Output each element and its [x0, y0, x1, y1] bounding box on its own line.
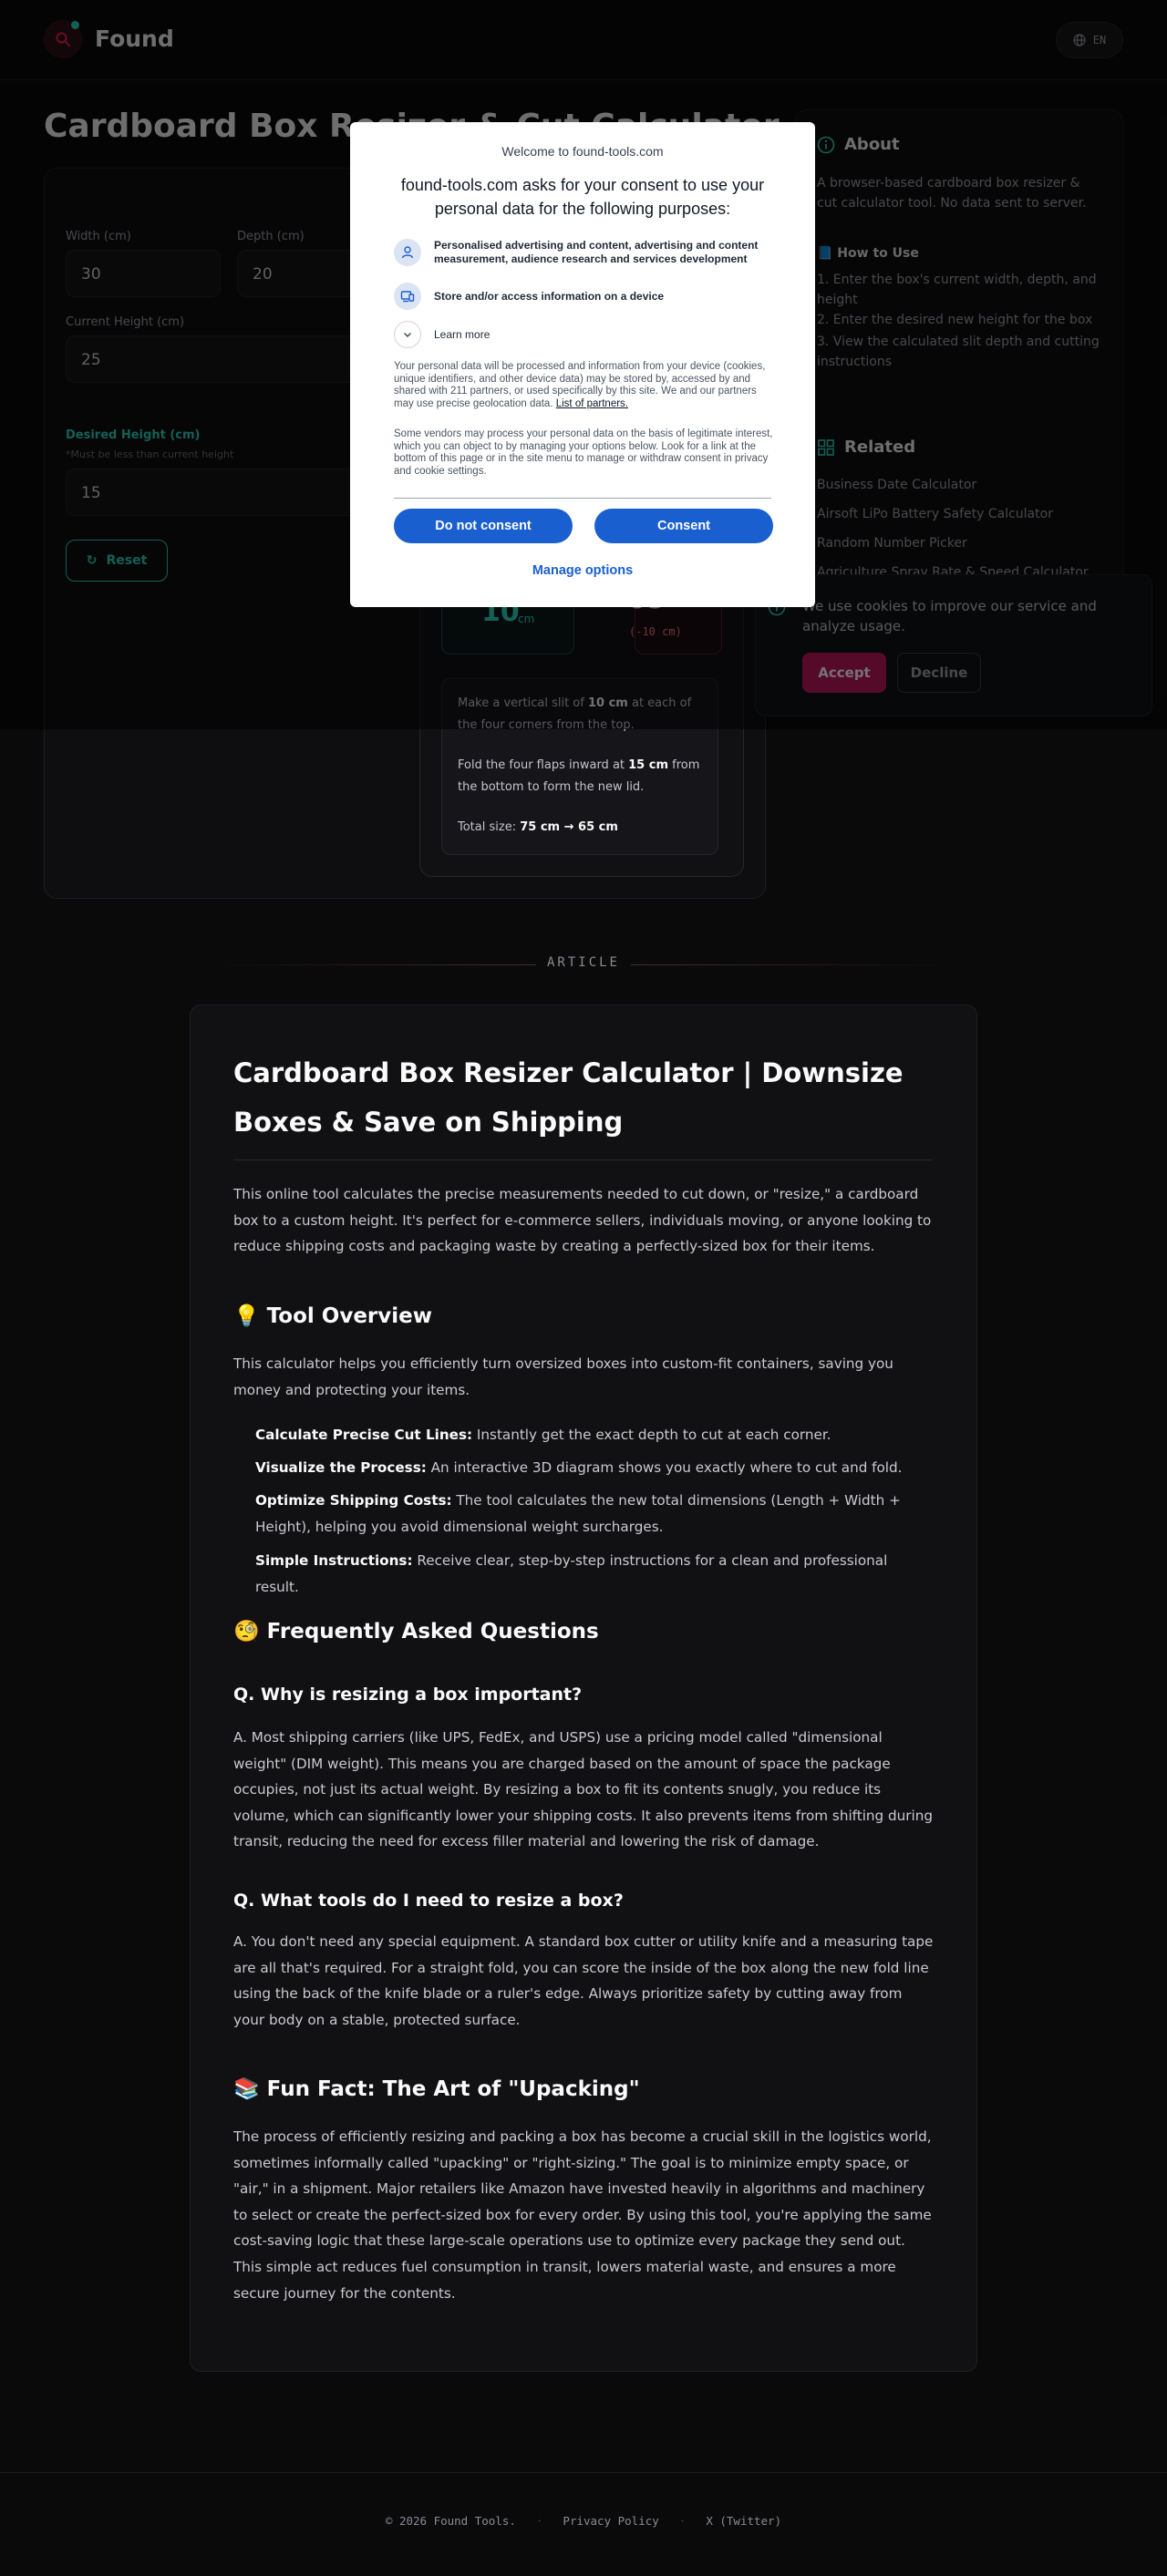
privacy-policy-link[interactable]: Privacy Policy: [563, 2514, 659, 2528]
footer-separator: ·: [535, 2514, 543, 2528]
person-icon: [394, 239, 421, 266]
consent-dialog: [350, 122, 815, 607]
consent-paragraph-2: Some vendors may process your personal data on the basis of legitimate interest, which you can object to by managing your options below. Look for a link at the bottom of this page or in the site menu to manage or withdraw consent in privacy and cookie settings.: [394, 428, 773, 477]
consent-title: found-tools.com asks for your consent to use your personal data for the following purposes:: [400, 176, 765, 218]
instruction-total: Total size: 75 cm → 65 cm: [458, 820, 618, 834]
faq-answer-2: A. You don't need any special equipment. A standard box cutter or utility knife and a measuring tape are all that's required. For a straight fold, you can score the inside of the box along the new fold line using the back of the knife blade or a ruler's edge. Always prioritize safety by cutting away from your body on a stable, protected surface.: [233, 1933, 934, 2028]
article-intro: This online tool calculates the precise measurements needed to cut down, or "resize," a cardboard box to a custom height. It's perfect for e-commerce sellers, individuals moving, or anyone looking to reduce shipping costs and packaging waste by creating a perfectly-sized box for their items.: [233, 1186, 932, 1255]
manage-options-link[interactable]: Manage options: [532, 563, 634, 578]
faq-question-1: Q. Why is resizing a box important?: [233, 1685, 583, 1705]
feature-item: Optimize Shipping Costs: The tool calculates the new total dimensions (Length + Width + Height), helping you avoid dimensional weight surcharges.: [255, 1492, 901, 1535]
learn-more-label: Learn more: [434, 327, 491, 341]
copyright: © 2026 Found Tools.: [385, 2514, 516, 2528]
instruction-step-2: Fold the four flaps inward at 15 cm from the bottom to form the new lid.: [458, 758, 700, 794]
do-not-consent-button[interactable]: Do not consent: [394, 509, 573, 543]
article-divider-right: [631, 964, 959, 965]
faq-question-2: Q. What tools do I need to resize a box?: [233, 1891, 624, 1911]
purpose-1-label: Personalised advertising and content, advertising and content measurement, audience research and services development: [434, 239, 759, 265]
faq-answer-1: A. Most shipping carriers (like UPS, FedEx, and USPS) use a pricing model called "dimensional weight" (DIM weight). This means you are charged based on the amount of space the package occupies, not just its actual weight. By resizing a box to fit its contents snugly, you reduce its volume, which can significantly lower your shipping costs. It also prevents items from shifting during transit, reducing the need for excess filler material and lowering the risk of damage.: [233, 1729, 934, 1850]
footer-links: [0, 2514, 1167, 2528]
divider: [394, 498, 771, 499]
fun-fact-text: The process of efficiently resizing and packing a box has become a crucial skill in the logistics world, sometimes informally called "upacking" or "right-sizing." The goal is to minimize empty space, or "air," in a shipment. Major retailers like Amazon have invested heavily in algorithms and machinery to select or create the perfect-sized box for every order. By using this tool, you're applying the same cost-saving logic that these large-scale operations use to optimize every package they send out. This simple act reduces fuel consumption in transit, lowers material waste, and ensures a more secure journey for the contents.: [233, 2128, 932, 2302]
purpose-device-storage: [394, 283, 790, 310]
footer-separator: ·: [678, 2514, 687, 2528]
twitter-link[interactable]: X (Twitter): [706, 2514, 782, 2528]
feature-item: Simple Instructions: Receive clear, step-by-step instructions for a clean and professional result.: [255, 1552, 888, 1595]
article-title-rule: [233, 1159, 932, 1160]
fun-fact-heading: 📚 Fun Fact: The Art of "Upacking": [233, 2077, 640, 2101]
overview-text: This calculator helps you efficiently turn oversized boxes into custom-fit containers, saving you money and protecting your items.: [233, 1355, 893, 1398]
device-icon: [394, 283, 421, 310]
faq-heading: 🧐 Frequently Asked Questions: [233, 1620, 599, 1643]
article-title: Cardboard Box Resizer Calculator | Downsize Boxes & Save on Shipping: [233, 1057, 904, 1138]
consent-paragraph-1: Your personal data will be processed and information from your device (cookies, unique identifiers, and other device data) may be stored by, accessed by and shared with 211 partners, or used specifically by this site. We and our partners may use precise geolocation data. List of partners.: [394, 361, 766, 409]
partners-link[interactable]: List of partners.: [555, 397, 628, 409]
consent-welcome: Welcome to found-tools.com: [501, 144, 664, 159]
purpose-personalised-ads: [394, 239, 790, 266]
overview-heading: 💡 Tool Overview: [233, 1304, 432, 1328]
feature-item: Visualize the Process: An interactive 3D diagram shows you exactly where to cut and fold.: [255, 1459, 903, 1476]
purpose-2-label: Store and/or access information on a device: [434, 289, 665, 303]
learn-more-toggle[interactable]: [394, 321, 790, 348]
chevron-down-icon: [394, 321, 421, 348]
feature-item: Calculate Precise Cut Lines: Instantly get the exact depth to cut at each corner.: [255, 1427, 831, 1443]
consent-button[interactable]: Consent: [594, 509, 773, 543]
article-label: ARTICLE: [546, 955, 620, 970]
